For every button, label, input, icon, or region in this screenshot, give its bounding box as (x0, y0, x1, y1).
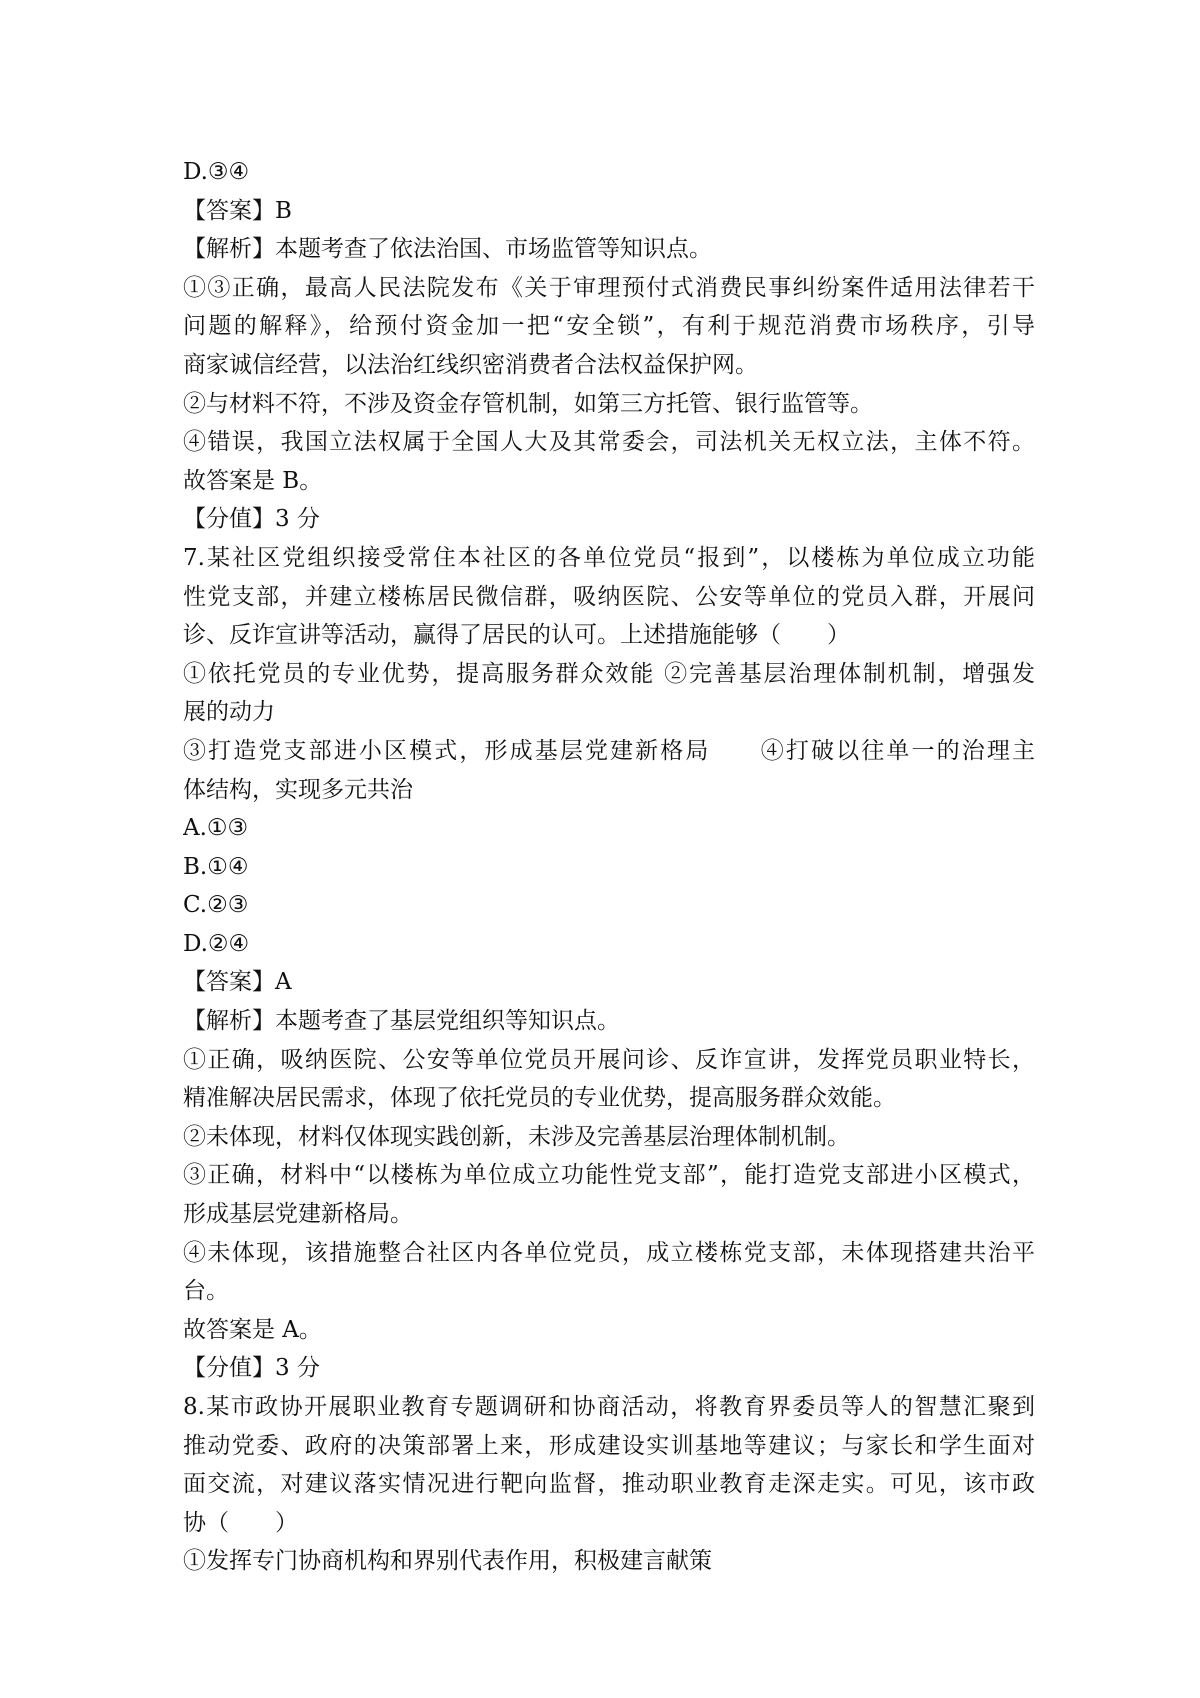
question-8-stem: 8.某市政协开展职业教育专题调研和协商活动，将教育界委员等人的智慧汇聚到 (183, 1394, 1035, 1420)
analysis-line: 精准解决居民需求，体现了依托党员的专业优势，提高服务群众效能。 (183, 1085, 896, 1112)
question-7-stem: 诊、反诈宣讲等活动，赢得了居民的认可。上述措施能够（ ） (183, 622, 850, 649)
question-8-stem: 协（ ） (183, 1509, 298, 1536)
statement-line: ①依托党员的专业优势，提高服务群众效能 ②完善基层治理体制机制，增强发 (183, 660, 1035, 687)
question-7-stem: 性党支部，并建立楼栋居民微信群，吸纳医院、公安等单位的党员入群，开展问 (183, 583, 1035, 610)
analysis-line: 形成基层党建新格局。 (183, 1201, 413, 1228)
option-d: D.②④ (183, 930, 250, 957)
option-a: A.①③ (183, 815, 249, 842)
question-7-stem: 7.某社区党组织接受常住本社区的各单位党员“报到”，以楼栋为单位成立功能 (183, 544, 1035, 571)
analysis-line: ④错误，我国立法权属于全国人大及其常委会，司法机关无权立法，主体不符。 (183, 429, 1035, 456)
question-8-stem: 推动党委、政府的决策部署上来，形成建设实训基地等建议；与家长和学生面对 (183, 1432, 1035, 1459)
analysis-line: ①正确，吸纳医院、公安等单位党员开展问诊、反诈宣讲，发挥党员职业特长， (183, 1046, 1035, 1073)
analysis-line: 台。 (183, 1278, 229, 1305)
analysis-line: ④未体现，该措施整合社区内各单位党员，成立楼栋党支部，未体现搭建共治平 (183, 1239, 1035, 1266)
analysis-line: 问题的解释》，给预付资金加一把“安全锁”，有利于规范消费市场秩序，引导 (183, 313, 1035, 340)
analysis-line: ③正确，材料中“以楼栋为单位成立功能性党支部”，能打造党支部进小区模式， (183, 1162, 1035, 1189)
analysis-line: ②与材料不符，不涉及资金存管机制，如第三方托管、银行监管等。 (183, 390, 873, 417)
score-line: 【分值】3 分 (183, 1355, 320, 1382)
statement-line: 体结构，实现多元共治 (183, 776, 413, 803)
analysis-heading: 【解析】本题考查了依法治国、市场监管等知识点。 (183, 236, 712, 263)
conclusion-line: 故答案是 A。 (183, 1316, 322, 1343)
question-8-stem: 面交流，对建议落实情况进行靶向监督，推动职业教育走深走实。可见，该市政 (183, 1471, 1035, 1498)
conclusion-line: 故答案是 B。 (183, 467, 323, 494)
analysis-line: ②未体现，材料仅体现实践创新，未涉及完善基层治理体制机制。 (183, 1123, 850, 1150)
analysis-line: ①③正确，最高人民法院发布《关于审理预付式消费民事纠纷案件适用法律若干 (183, 274, 1035, 301)
statement-line: ①发挥专门协商机构和界别代表作用，积极建言献策 (183, 1548, 712, 1575)
score-line: 【分值】3 分 (183, 506, 320, 533)
statement-line: ③打造党支部进小区模式，形成基层党建新格局 ④打破以往单一的治理主 (183, 737, 1035, 764)
option-line: D.③④ (183, 159, 250, 185)
analysis-heading: 【解析】本题考查了基层党组织等知识点。 (183, 1008, 620, 1035)
document-body (183, 153, 1035, 1581)
option-c: C.②③ (183, 892, 249, 919)
option-b: B.①④ (183, 853, 249, 880)
answer-line: 【答案】A (183, 969, 292, 996)
analysis-line: 商家诚信经营，以法治红线织密消费者合法权益保护网。 (183, 351, 758, 378)
statement-line: 展的动力 (183, 699, 275, 726)
answer-line: 【答案】B (183, 197, 292, 224)
